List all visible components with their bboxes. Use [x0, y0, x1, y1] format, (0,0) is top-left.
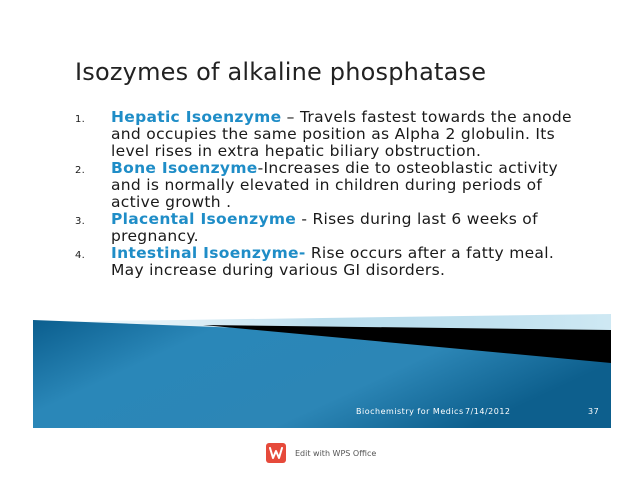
- wps-logo-icon: [266, 443, 286, 463]
- isoenzyme-list: [75, 109, 575, 279]
- slide: [33, 36, 611, 428]
- term-intestinal-isoenzyme: Intestinal Isoenzyme-: [111, 244, 306, 262]
- list-item: [75, 109, 575, 160]
- term-hepatic-isoenzyme: Hepatic Isoenzyme: [111, 108, 282, 126]
- list-item: [75, 211, 575, 245]
- item-description: - Rises during last 6 weeks of pregnancy.: [111, 210, 538, 245]
- footer-organization: Biochemistry for Medics: [356, 407, 464, 416]
- list-number: 4.: [75, 250, 86, 261]
- list-item: [75, 160, 575, 211]
- list-number: 3.: [75, 216, 86, 227]
- item-description: – Travels fastest towards the anode and occupies the same position as Alpha 2 globulin. Its level rises in extra hepatic biliary obstruction.: [111, 108, 572, 160]
- item-description: Rise occurs after a fatty meal. May increase during various GI disorders.: [111, 244, 555, 279]
- slide-title: Isozymes of alkaline phosphatase: [75, 58, 487, 86]
- term-bone-isoenzyme: Bone Isoenzyme: [111, 159, 258, 177]
- footer-date: 7/14/2012: [465, 407, 511, 416]
- list-number: 2.: [75, 165, 86, 176]
- footer-page-number: 37: [588, 407, 600, 416]
- list-item: [75, 245, 575, 279]
- wps-edit-label: Edit with WPS Office: [295, 448, 377, 458]
- item-description: -Increases die to osteoblastic activity and is normally elevated in children during periods of active growth .: [111, 159, 558, 211]
- list-number: 1.: [75, 114, 86, 125]
- term-placental-isoenzyme: Placental Isoenzyme: [111, 210, 297, 228]
- wps-edit-button[interactable]: [266, 442, 376, 464]
